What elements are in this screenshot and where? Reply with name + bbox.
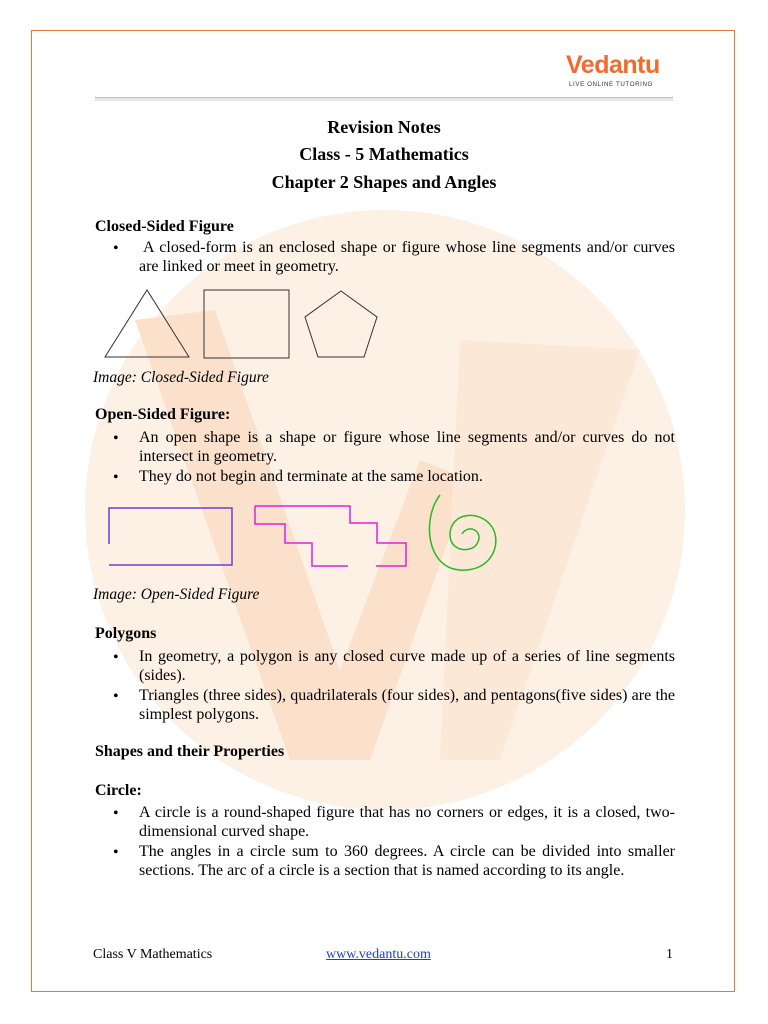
heading-circle: Circle: bbox=[95, 782, 142, 799]
heading-open-figure: Open-Sided Figure: bbox=[95, 406, 231, 423]
bullet-marker: • bbox=[113, 805, 119, 822]
closed-bullet-1: A closed-form is an enclosed shape or figure whose line segments and/or curves are linked or meet in geometry. bbox=[139, 239, 675, 275]
closed-figures bbox=[100, 285, 390, 365]
footer-link-wrapper bbox=[326, 947, 431, 963]
open-bullet-1: An open shape is a shape or figure whose line segments and/or curves do not intersect in geometry. bbox=[139, 429, 675, 465]
heading-shapes-properties: Shapes and their Properties bbox=[95, 743, 285, 760]
open-bullet-2: They do not begin and terminate at the same location. bbox=[139, 468, 483, 485]
bullet-marker: • bbox=[113, 844, 119, 861]
title-chapter: Chapter 2 Shapes and Angles bbox=[271, 172, 497, 192]
spiral-shape bbox=[429, 495, 495, 570]
polygons-bullet-2: Triangles (three sides), quadrilaterals (four sides), and pentagons(five sides) are the simplest polygons. bbox=[139, 687, 675, 723]
footer-class-label: Class V Mathematics bbox=[93, 947, 213, 962]
header-rule-line bbox=[95, 97, 673, 98]
footer-website-link[interactable]: www.vedantu.com bbox=[326, 947, 431, 962]
polygons-bullet-1: In geometry, a polygon is any closed curve made up of a series of line segments (sides). bbox=[139, 648, 675, 684]
circle-bullet-2: The angles in a circle sum to 360 degrees. A circle can be divided into smaller sections. The arc of a circle is a section that is named according to its angle. bbox=[139, 843, 675, 879]
caption-open-figure: Image: Open-Sided Figure bbox=[93, 586, 260, 603]
footer-page-number: 1 bbox=[666, 947, 673, 962]
triangle-shape bbox=[105, 290, 189, 357]
open-steps-lower bbox=[255, 506, 348, 566]
title-class: Class - 5 Mathematics bbox=[299, 144, 469, 164]
circle-bullet-1: A circle is a round-shaped figure that has no corners or edges, it is a closed, two-dimensional curved shape. bbox=[139, 804, 675, 840]
logo-tagline: LIVE ONLINE TUTORING bbox=[569, 81, 653, 88]
bullet-marker: • bbox=[113, 469, 119, 486]
bullet-marker: • bbox=[113, 688, 119, 705]
title-revision-notes: Revision Notes bbox=[327, 117, 441, 137]
bullet-marker: • bbox=[113, 430, 119, 447]
vedantu-logo bbox=[566, 51, 676, 93]
caption-closed-figure: Image: Closed-Sided Figure bbox=[93, 369, 269, 386]
square-shape bbox=[204, 290, 289, 358]
open-steps-upper bbox=[255, 506, 406, 566]
heading-polygons: Polygons bbox=[95, 625, 157, 642]
logo-wordmark: Vedantu bbox=[566, 51, 660, 79]
bullet-marker: • bbox=[113, 649, 119, 666]
pentagon-shape bbox=[305, 291, 377, 357]
open-figures bbox=[100, 490, 510, 580]
heading-closed-figure: Closed-Sided Figure bbox=[95, 218, 234, 235]
open-rectangle-shape bbox=[109, 508, 232, 565]
bullet-marker: • bbox=[113, 240, 119, 257]
